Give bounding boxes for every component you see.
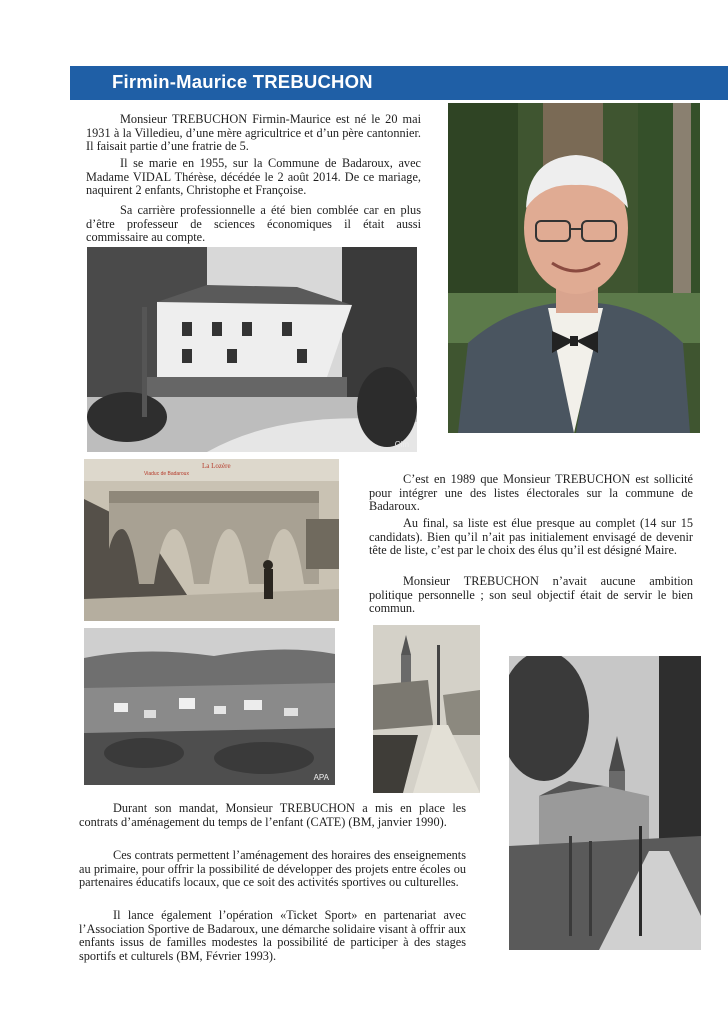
village-panorama-photo — [84, 628, 335, 785]
paragraph-ticket-sport: Il lance également l’opération «Ticket Sport» en partenariat avec l’Association Sportive de Badaroux, une démarche solidaire visant à offrir aux enfants issus de familles modestes la possibilité de participer à des stages sportifs et culturels (BM, Février 1993). — [79, 908, 466, 963]
viaduct-postcard — [84, 459, 339, 621]
page-title: Firmin-Maurice TREBUCHON — [112, 71, 373, 92]
church-trees-photo — [509, 656, 701, 950]
house-photo — [87, 247, 417, 452]
house-photo-credit: Cim — [394, 440, 409, 449]
portrait-photo — [448, 103, 700, 433]
paragraph-marriage: Il se marie en 1955, sur la Commune de Badaroux, avec Madame VIDAL Thérèse, décédée le 2 août 2014. De ce mariage, naquirent 2 enfants, Christophe et Françoise. — [86, 156, 421, 198]
paragraph-cate-contracts: Durant son mandat, Monsieur TREBUCHON a mis en place les contrats d’aménagement du temps de l’enfant (CATE) (BM, janvier 1990). — [79, 801, 466, 829]
title-banner — [70, 66, 728, 100]
village-photo-credit: APA — [313, 773, 329, 782]
postcard-caption: Viaduc de Badaroux — [144, 471, 189, 477]
church-street-photo — [373, 625, 480, 793]
paragraph-birth: Monsieur TREBUCHON Firmin-Maurice est né le 20 mai 1931 à la Villedieu, d’une mère agricultrice et d’un père cantonnier. Il faisait partie d’une fratrie de 5. — [86, 112, 421, 154]
paragraph-career: Sa carrière professionnelle a été bien comblée car en plus d’être professeur de sciences économiques il était aussi commissaire au compte. — [86, 203, 421, 245]
paragraph-election-1989: C’est en 1989 que Monsieur TREBUCHON est sollicité pour intégrer une des listes électorales sur la commune de Badaroux. — [369, 472, 693, 514]
postcard-title: La Lozère — [202, 462, 231, 470]
paragraph-public-service: Monsieur TREBUCHON n’avait aucune ambition politique personnelle ; son seul objectif était de servir le bien commun. — [369, 574, 693, 616]
paragraph-elected-mayor: Au final, sa liste est élue presque au complet (14 sur 15 candidats). Bien qu’il n’ait pas initialement envisagé de devenir tête de liste, c’est par le choix des élus qu’il est désigné Maire. — [369, 516, 693, 558]
paragraph-school-schedules: Ces contrats permettent l’aménagement des horaires des enseignements au primaire, pour offrir la possibilité de développer des projets entre écoles ou partenaires éducatifs locaux, que ce soit des activités sportives ou culturelles. — [79, 848, 466, 890]
